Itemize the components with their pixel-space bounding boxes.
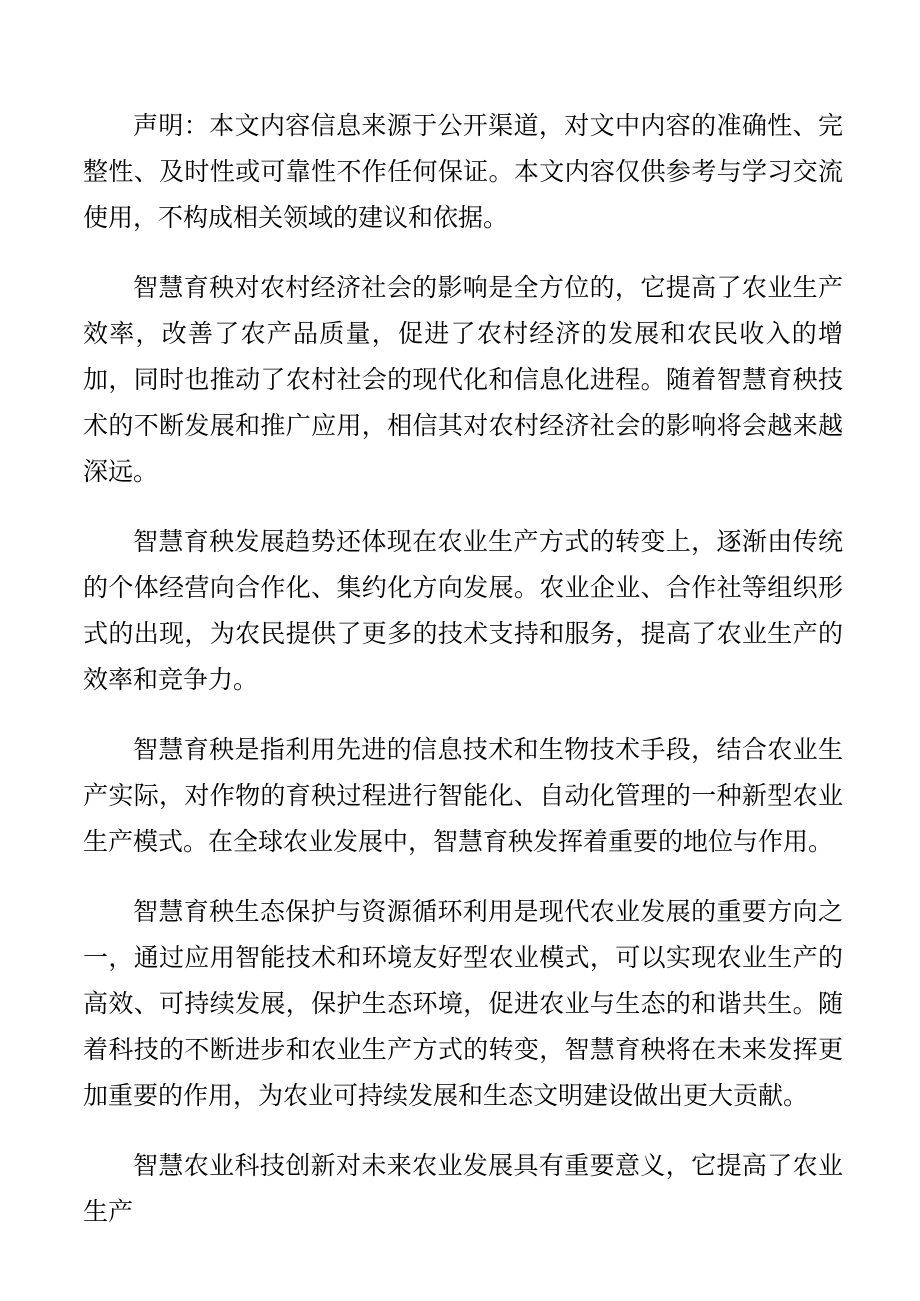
body-paragraph: 智慧育秧发展趋势还体现在农业生产方式的转变上，逐渐由传统的个体经营向合作化、集约化方向发展。农业企业、合作社等组织形式的出现，为农民提供了更多的技术支持和服务，提高了农业生产的效率和竞争力。 bbox=[83, 527, 843, 694]
body-paragraph: 智慧育秧生态保护与资源循环利用是现代农业发展的重要方向之一，通过应用智能技术和环境友好型农业模式，可以实现农业生产的高效、可持续发展，保护生态环境，促进农业与生态的和谐共生。随着科技的不断进步和农业生产方式的转变，智慧育秧将在未来发挥更加重要的作用，为农业可持续发展和生态文明建设做出更大贡献。 bbox=[83, 897, 843, 1110]
document-page bbox=[83, 103, 843, 1259]
disclaimer-paragraph: 声明：本文内容信息来源于公开渠道，对文中内容的准确性、完整性、及时性或可靠性不作任何保证。本文内容仅供参考与学习交流使用，不构成相关领域的建议和依据。 bbox=[83, 111, 843, 232]
body-paragraph: 智慧育秧对农村经济社会的影响是全方位的，它提高了农业生产效率，改善了农产品质量，促进了农村经济的发展和农民收入的增加，同时也推动了农村社会的现代化和信息化进程。随着智慧育秧技术的不断发展和推广应用，相信其对农村经济社会的影响将会越来越深远。 bbox=[83, 273, 843, 486]
body-paragraph: 智慧育秧是指利用先进的信息技术和生物技术手段，结合农业生产实际，对作物的育秧过程进行智能化、自动化管理的一种新型农业生产模式。在全球农业发展中，智慧育秧发挥着重要的地位与作用。 bbox=[83, 735, 843, 856]
body-paragraph: 智慧农业科技创新对未来农业发展具有重要意义，它提高了农业生产 bbox=[83, 1151, 843, 1226]
